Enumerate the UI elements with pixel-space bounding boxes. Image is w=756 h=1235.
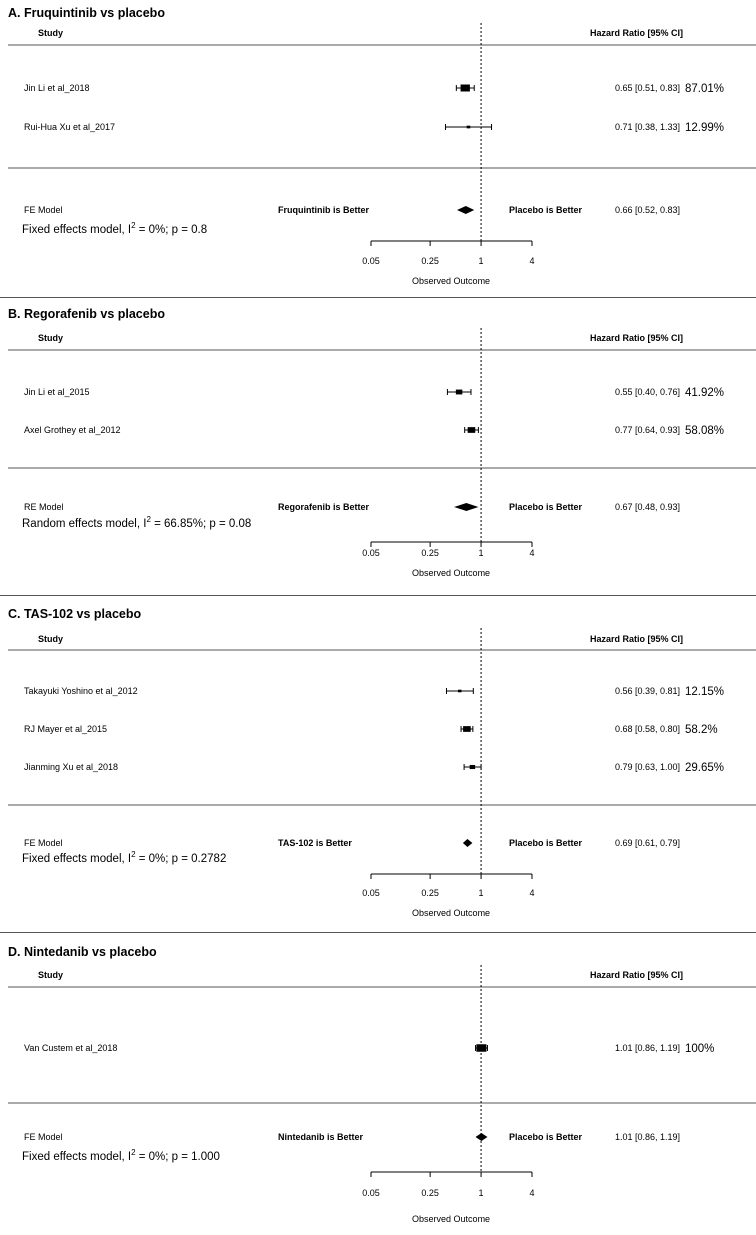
model-statistics: Random effects model, $I^2 = 66.85\%$; p = 0.08 (22, 515, 252, 530)
study-point (467, 126, 471, 129)
column-header-effect: Hazard Ratio [95% CI] (589, 28, 683, 38)
study-weight: 87.01% (685, 83, 725, 95)
column-header-effect: Hazard Ratio [95% CI] (589, 333, 683, 343)
x-tick-label: 1 (478, 1188, 484, 1198)
forest-plot-a (0, 0, 756, 297)
x-tick-label: 4 (529, 256, 535, 266)
left-favours-label: Fruquintinib is Better (278, 205, 369, 215)
x-tick-label: 0.05 (362, 1188, 380, 1198)
study-ci-text: 0.79 [0.63, 1.00] (614, 762, 680, 772)
summary-ci-text: 0.67 [0.48, 0.93] (614, 502, 680, 512)
x-tick-label: 0.25 (421, 888, 439, 898)
study-weight: 100% (685, 1043, 715, 1055)
summary-diamond (476, 1133, 488, 1141)
x-tick-label: 1 (478, 548, 484, 558)
model-statistics: Fixed effects model, $I^2 = 0\%$; p = 0.8 (22, 221, 208, 236)
forest-panel-d (0, 933, 756, 1235)
study-label: Van Custem et al_2018 (24, 1043, 118, 1053)
study-label: Jianming Xu et al_2018 (24, 762, 119, 772)
x-axis-label: Observed Outcome (412, 1214, 491, 1224)
study-ci-text: 0.65 [0.51, 0.83] (614, 83, 680, 93)
summary-diamond (457, 206, 474, 214)
study-weight: 12.15% (685, 686, 725, 698)
study-point (463, 726, 471, 732)
summary-model-label: FE Model (24, 205, 63, 215)
left-favours-label: TAS-102 is Better (278, 838, 352, 848)
x-tick-label: 1 (478, 888, 484, 898)
panel-title: C. TAS-102 vs placebo (8, 607, 142, 621)
column-header-study: Study (38, 28, 64, 38)
study-label: RJ Mayer et al_2015 (24, 724, 108, 734)
study-label: Jin Li et al_2015 (24, 387, 90, 397)
forest-plot-d (0, 933, 756, 1235)
right-favours-label: Placebo is Better (509, 838, 583, 848)
column-header-study: Study (38, 333, 64, 343)
x-tick-label: 0.25 (421, 256, 439, 266)
study-weight: 58.2% (685, 724, 718, 736)
study-ci-text: 0.77 [0.64, 0.93] (614, 425, 680, 435)
column-header-study: Study (38, 634, 64, 644)
x-axis-label: Observed Outcome (412, 568, 491, 578)
study-weight: 12.99% (685, 122, 725, 134)
study-point (468, 427, 476, 433)
model-statistics: Fixed effects model, $I^2 = 0\%$; p = 0.2782 (22, 850, 227, 865)
x-tick-label: 4 (529, 1188, 535, 1198)
x-tick-label: 0.05 (362, 888, 380, 898)
study-point (456, 390, 462, 395)
summary-ci-text: 0.66 [0.52, 0.83] (614, 205, 680, 215)
x-tick-label: 0.25 (421, 1188, 439, 1198)
x-tick-label: 0.05 (362, 548, 380, 558)
right-favours-label: Placebo is Better (509, 1132, 583, 1142)
model-statistics: Fixed effects model, $I^2 = 0\%$; p = 1.000 (22, 1148, 220, 1163)
summary-model-label: RE Model (24, 502, 64, 512)
study-point (458, 690, 461, 693)
summary-diamond (454, 503, 478, 511)
right-favours-label: Placebo is Better (509, 205, 583, 215)
x-tick-label: 4 (529, 548, 535, 558)
left-favours-label: Regorafenib is Better (278, 502, 370, 512)
right-favours-label: Placebo is Better (509, 502, 583, 512)
summary-ci-text: 0.69 [0.61, 0.79] (614, 838, 680, 848)
study-weight: 58.08% (685, 425, 725, 437)
study-ci-text: 0.55 [0.40, 0.76] (614, 387, 680, 397)
study-label: Takayuki Yoshino et al_2012 (24, 686, 138, 696)
forest-plot-c (0, 596, 756, 932)
study-ci-text: 0.56 [0.39, 0.81] (614, 686, 680, 696)
study-weight: 41.92% (685, 387, 725, 399)
summary-model-label: FE Model (24, 1132, 63, 1142)
study-point (476, 1044, 486, 1052)
study-point (461, 85, 470, 92)
study-label: Jin Li et al_2018 (24, 83, 90, 93)
forest-panel-a (0, 0, 756, 297)
study-ci-text: 0.68 [0.58, 0.80] (614, 724, 680, 734)
study-point (470, 765, 475, 769)
forest-plot-b (0, 298, 756, 595)
column-header-study: Study (38, 970, 64, 980)
left-favours-label: Nintedanib is Better (278, 1132, 364, 1142)
study-label: Rui-Hua Xu et al_2017 (24, 122, 116, 132)
study-label: Axel Grothey et al_2012 (24, 425, 121, 435)
panel-title: D. Nintedanib vs placebo (8, 945, 157, 959)
panel-title: B. Regorafenib vs placebo (8, 307, 165, 321)
x-tick-label: 1 (478, 256, 484, 266)
summary-ci-text: 1.01 [0.86, 1.19] (614, 1132, 680, 1142)
x-tick-label: 4 (529, 888, 535, 898)
summary-model-label: FE Model (24, 838, 63, 848)
study-ci-text: 1.01 [0.86, 1.19] (614, 1043, 680, 1053)
forest-panel-c (0, 596, 756, 932)
forest-panel-b (0, 298, 756, 595)
study-ci-text: 0.71 [0.38, 1.33] (614, 122, 680, 132)
x-tick-label: 0.25 (421, 548, 439, 558)
x-axis-label: Observed Outcome (412, 276, 491, 286)
summary-diamond (463, 839, 473, 847)
column-header-effect: Hazard Ratio [95% CI] (589, 634, 683, 644)
x-tick-label: 0.05 (362, 256, 380, 266)
study-weight: 29.65% (685, 762, 725, 774)
panel-title: A. Fruquintinib vs placebo (8, 6, 165, 20)
column-header-effect: Hazard Ratio [95% CI] (589, 970, 683, 980)
x-axis-label: Observed Outcome (412, 908, 491, 918)
